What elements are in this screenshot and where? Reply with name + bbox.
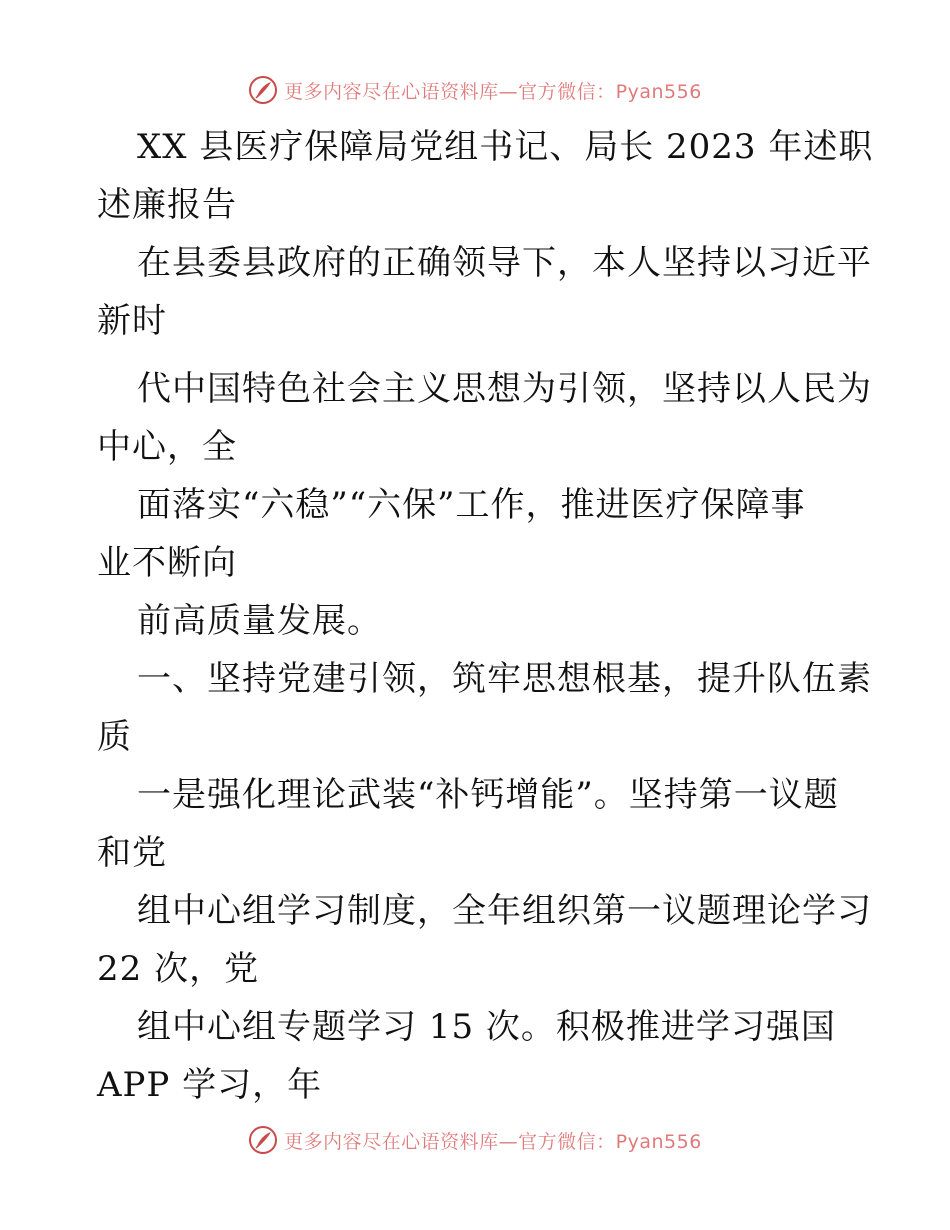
paragraph-line: 一是强化理论武装“补钙增能”。坚持第一议题 xyxy=(137,775,839,815)
watermark-text: 更多内容尽在心语资料库—官方微信：Pyan556 xyxy=(284,80,702,103)
quill-logo-icon xyxy=(248,75,278,105)
paragraph-line: 在县委县政府的正确领导下，本人坚持以习近平 xyxy=(137,243,872,283)
watermark-banner-top xyxy=(0,70,950,110)
paragraph-line: 中心，全 xyxy=(97,427,237,467)
watermark-banner-bottom xyxy=(0,1120,950,1160)
paragraph-line: 新时 xyxy=(97,301,167,341)
watermark-text: 更多内容尽在心语资料库—官方微信：Pyan556 xyxy=(284,1130,702,1153)
paragraph-line: 面落实“六稳”“六保”工作，推进医疗保障事 xyxy=(137,485,806,525)
paragraph-line: 前高质量发展。 xyxy=(137,601,382,641)
quill-logo-icon xyxy=(248,1125,278,1155)
paragraph-line: 和党 xyxy=(97,833,167,873)
paragraph-line: 代中国特色社会主义思想为引领，坚持以人民为 xyxy=(137,369,872,409)
paragraph-line: 22 次，党 xyxy=(97,949,260,989)
paragraph-line: 组中心组学习制度，全年组织第一议题理论学习 xyxy=(137,891,872,931)
section-heading-line: 一、坚持党建引领，筑牢思想根基，提升队伍素 xyxy=(137,659,872,699)
section-heading-line: 质 xyxy=(97,717,132,757)
paragraph-line: 业不断向 xyxy=(97,543,237,583)
paragraph-line: APP 学习，年 xyxy=(97,1065,323,1105)
paragraph-line: 组中心组专题学习 15 次。积极推进学习强国 xyxy=(137,1007,836,1047)
document-title-line-2: 述廉报告 xyxy=(97,185,237,225)
document-title-line-1: XX 县医疗保障局党组书记、局长 2023 年述职 xyxy=(137,127,874,167)
